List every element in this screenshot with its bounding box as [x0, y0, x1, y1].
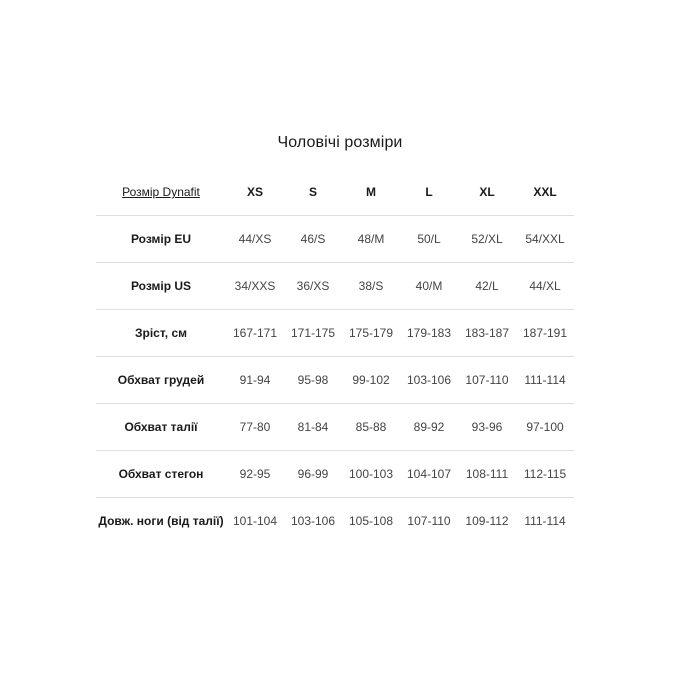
table-cell: 50/L [400, 216, 458, 263]
table-cell: 42/L [458, 263, 516, 310]
table-cell: 105-108 [348, 514, 394, 528]
table-row-us [96, 263, 574, 310]
page-title: Чоловічі розміри [277, 134, 403, 151]
table-cell: 48/M [342, 216, 400, 263]
table-cell: 107-110 [407, 514, 451, 528]
table-cell: 101-104 [232, 514, 278, 528]
table-cell: 108-111 [458, 451, 516, 498]
row-label: Розмір US [96, 263, 226, 310]
table-cell: 104-107 [400, 451, 458, 498]
table-cell: 44/XS [226, 216, 284, 263]
table-cell: 111-114 [516, 357, 574, 404]
table-cell: 44/XL [516, 263, 574, 310]
table-header-row [96, 169, 574, 216]
table-cell: 187-191 [516, 310, 574, 357]
table-cell: 34/XXS [226, 263, 284, 310]
table-cell: 91-94 [226, 357, 284, 404]
size-chart-table [96, 169, 574, 544]
row-label: Довж. ноги (від талії) [98, 514, 224, 528]
column-header-xs: XS [226, 169, 284, 216]
table-cell: 99-102 [342, 357, 400, 404]
table-cell: 167-171 [226, 310, 284, 357]
table-cell: 179-183 [400, 310, 458, 357]
table-row-eu [96, 216, 574, 263]
table-cell: 54/XXL [516, 216, 574, 263]
table-cell: 112-115 [516, 451, 574, 498]
table-cell: 89-92 [400, 404, 458, 451]
column-header-xxl: XXL [516, 169, 574, 216]
table-cell: 77-80 [226, 404, 284, 451]
table-row-chest [96, 357, 574, 404]
table-cell: 92-95 [226, 451, 284, 498]
table-cell: 171-175 [284, 310, 342, 357]
table-row-waist [96, 404, 574, 451]
table-cell: 183-187 [458, 310, 516, 357]
table-cell: 103-106 [400, 357, 458, 404]
row-label: Розмір EU [96, 216, 226, 263]
table-row-height [96, 310, 574, 357]
column-header-xl: XL [458, 169, 516, 216]
table-cell: 38/S [342, 263, 400, 310]
table-cell: 109-112 [465, 514, 509, 528]
row-label: Обхват стегон [96, 451, 226, 498]
size-system-link[interactable]: Розмір Dynafit [96, 169, 226, 216]
table-cell: 95-98 [284, 357, 342, 404]
table-cell: 103-106 [290, 514, 336, 528]
row-label: Обхват грудей [96, 357, 226, 404]
table-cell: 100-103 [342, 451, 400, 498]
table-cell: 111-114 [524, 514, 566, 528]
table-cell: 85-88 [342, 404, 400, 451]
table-cell: 107-110 [458, 357, 516, 404]
column-header-m: M [342, 169, 400, 216]
column-header-s: S [284, 169, 342, 216]
table-cell: 81-84 [284, 404, 342, 451]
table-row-hips [96, 451, 574, 498]
table-cell: 96-99 [284, 451, 342, 498]
table-cell: 175-179 [342, 310, 400, 357]
table-cell: 52/XL [458, 216, 516, 263]
table-cell: 40/M [400, 263, 458, 310]
row-label: Зріст, см [96, 310, 226, 357]
table-cell: 36/XS [284, 263, 342, 310]
table-row-inseam [96, 498, 574, 545]
table-cell: 46/S [284, 216, 342, 263]
table-cell: 97-100 [516, 404, 574, 451]
table-cell: 93-96 [458, 404, 516, 451]
row-label: Обхват талії [96, 404, 226, 451]
column-header-l: L [400, 169, 458, 216]
